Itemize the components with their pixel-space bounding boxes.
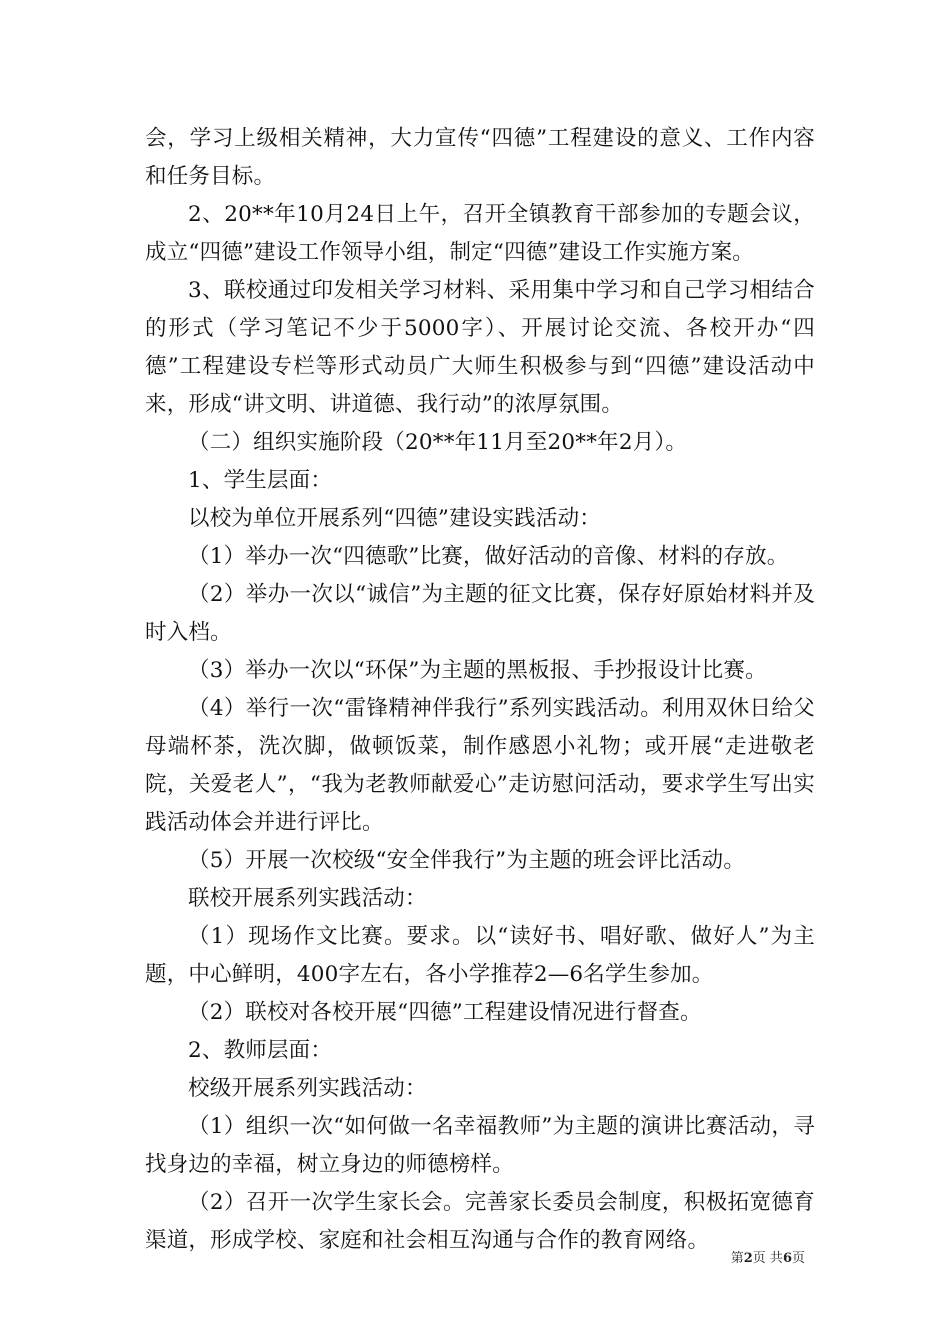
paragraph-joint-school-intro: 联校开展系列实践活动： (188, 886, 427, 911)
paragraph-continuation: 会，学习上级相关精神，大力宣传“四德”工程建设的意义、工作内容和任务目标。 (145, 126, 815, 189)
list-item-student-2: （2）举办一次以“诚信”为主题的征文比赛，保存好原始材料并及时入档。 (145, 582, 815, 645)
list-item-student-4: （4）举行一次“雷锋精神伴我行”系列实践活动。利用双休日给父母端杯茶，洗次脚，做顿饭菜，制作感恩小礼物；或开展“走进敬老院，关爱老人”，“我为老教师献爱心”走访慰问活动，要求学生写出实践活动体会并进行评比。 (145, 696, 815, 835)
document-body (145, 120, 815, 1260)
subheading-teacher-level: 2、教师层面： (188, 1038, 333, 1063)
list-item-student-1: （1）举办一次“四德歌”比赛，做好活动的音像、材料的存放。 (188, 544, 789, 569)
paragraph-item-2: 2、20**年10月24日上午，召开全镇教育干部参加的专题会议，成立“四德”建设工作领导小组，制定“四德”建设工作实施方案。 (145, 202, 815, 265)
footer-prefix: 第 (730, 1251, 744, 1266)
paragraph-teacher-activities-intro: 校级开展系列实践活动： (188, 1076, 427, 1101)
subheading-student-level: 1、学生层面： (188, 468, 333, 493)
total-pages-number: 6 (782, 1251, 792, 1266)
list-item-teacher-2: （2）召开一次学生家长会。完善家长委员会制度，积极拓宽德育渠道，形成学校、家庭和社会相互沟通与合作的教育网络。 (145, 1190, 815, 1253)
list-item-joint-2: （2）联校对各校开展“四德”工程建设情况进行督查。 (188, 1000, 702, 1025)
list-item-student-5: （5）开展一次校级“安全伴我行”为主题的班会评比活动。 (188, 848, 746, 873)
current-page-number: 2 (743, 1251, 753, 1266)
section-heading-implementation: （二）组织实施阶段（20**年11月至20**年2月）。 (188, 430, 688, 455)
page-number-footer (731, 1247, 805, 1266)
list-item-student-3: （3）举办一次以“环保”为主题的黑板报、手抄报设计比赛。 (188, 658, 767, 683)
list-item-teacher-1: （1）组织一次“如何做一名幸福教师”为主题的演讲比赛活动，寻找身边的幸福，树立身边的师德榜样。 (145, 1114, 815, 1177)
paragraph-item-3: 3、联校通过印发相关学习材料、采用集中学习和自己学习相结合的形式（学习笔记不少于5000字）、开展讨论交流、各校开办“四德”工程建设专栏等形式动员广大师生积极参与到“四德”建设活动中来，形成“讲文明、讲道德、我行动”的浓厚氛围。 (145, 278, 815, 417)
paragraph-school-activities-intro: 以校为单位开展系列“四德”建设实践活动： (188, 506, 601, 531)
list-item-joint-1: （1）现场作文比赛。要求。以“读好书、唱好歌、做好人”为主题，中心鲜明，400字左右，各小学推荐2—6名学生参加。 (145, 924, 815, 987)
footer-suffix: 页 (791, 1251, 805, 1266)
footer-middle: 页 共 (752, 1251, 783, 1266)
